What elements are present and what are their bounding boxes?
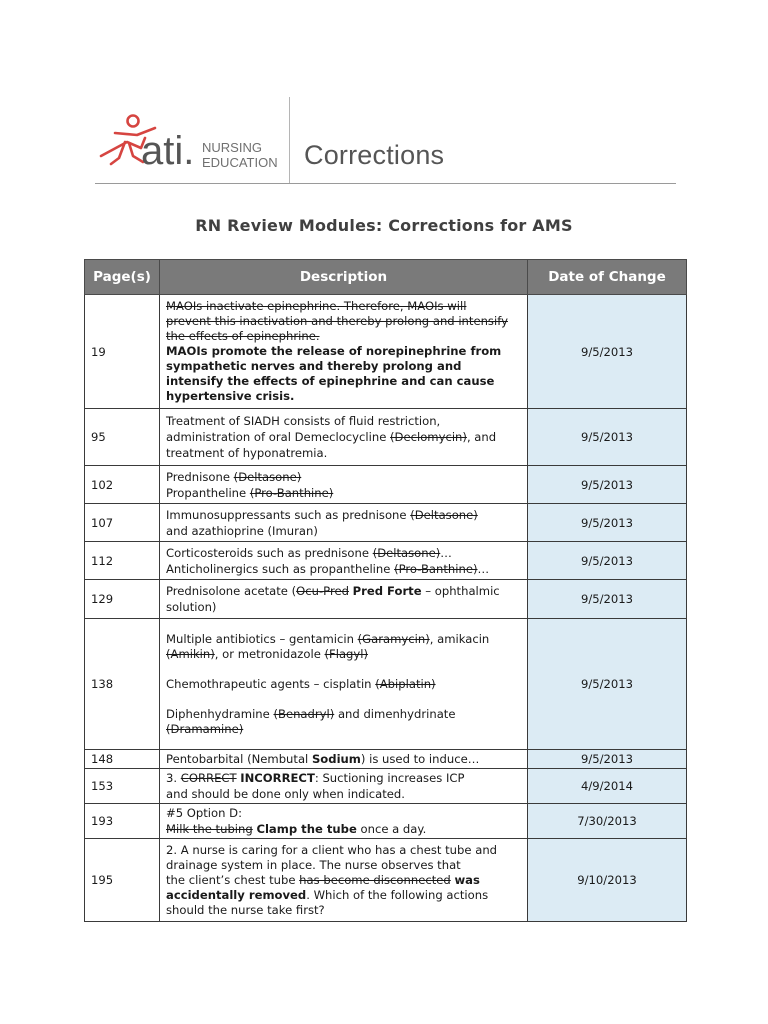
struck-text: (Amikin) [166, 646, 215, 661]
struck-text: (Deltasone) [372, 545, 441, 560]
description-line [166, 722, 521, 737]
corrected-text: hypertensive crisis. [166, 389, 295, 403]
text-segment: 2. A nurse is caring for a client who has a chest tube and [166, 842, 498, 857]
struck-text: CORRECT [180, 771, 237, 785]
table-row [85, 619, 687, 750]
table-row [85, 580, 687, 619]
text-segment: Prednisolone acetate ( [166, 584, 297, 598]
description-line [166, 599, 521, 615]
text-segment: and dimenhydrinate [334, 706, 456, 721]
header-rule [95, 183, 676, 184]
description-cell [160, 504, 528, 542]
description-line [166, 583, 521, 599]
text-segment: Diphenhydramine [166, 706, 274, 721]
text-segment: , amikacin [429, 631, 490, 646]
text-segment: Prednisone [166, 469, 234, 484]
description-line [166, 523, 521, 539]
text-segment: : Suctioning increases ICP [314, 771, 465, 785]
text-segment: should the nurse take first? [166, 902, 325, 917]
description-line [166, 329, 521, 344]
text-segment: and should be done only when indicated. [166, 787, 405, 801]
description-line [166, 445, 521, 461]
text-segment: 3. [166, 771, 181, 785]
description-cell [160, 295, 528, 409]
corrected-text: Sodium [311, 752, 361, 766]
struck-text: (Deltasone) [233, 469, 302, 484]
date-cell: 9/5/2013 [528, 409, 687, 466]
corrected-text: was [454, 872, 480, 887]
text-segment: , and [466, 430, 497, 444]
description-line [166, 561, 521, 577]
description-cell [160, 409, 528, 466]
description-line [166, 344, 521, 359]
corrected-text: Clamp the tube [256, 822, 357, 836]
description-line [166, 314, 521, 329]
struck-text: MAOIs inactivate epinephrine. Therefore, MAOIs will [166, 299, 467, 313]
struck-text: (Flagyl) [324, 646, 369, 661]
description-cell [160, 750, 528, 769]
section-title: Corrections [304, 140, 445, 170]
description-cell [160, 466, 528, 504]
text-segment: treatment of hyponatremia. [166, 446, 328, 460]
description-line [166, 751, 521, 767]
date-cell: 9/5/2013 [528, 295, 687, 409]
struck-text: Ocu-Pred [296, 584, 349, 598]
description-line [166, 632, 521, 647]
struck-text: has become disconnected [299, 872, 451, 887]
description-line [166, 805, 521, 821]
table-row [85, 839, 687, 922]
description-line [166, 299, 521, 314]
description-cell [160, 580, 528, 619]
description-line [166, 821, 521, 837]
description-line [166, 770, 521, 786]
text-segment: Pentobarbital (Nembutal [166, 752, 312, 766]
date-cell: 9/5/2013 [528, 542, 687, 580]
table-header-row [85, 260, 687, 295]
description-line [166, 374, 521, 389]
ati-brand-text: ati. [141, 129, 195, 173]
column-header-date: Date of Change [528, 260, 687, 295]
corrections-table [84, 259, 687, 922]
text-segment: Corticosteroids such as prednisone [166, 545, 373, 560]
text-segment: … [477, 561, 490, 576]
table-row [85, 750, 687, 769]
date-cell: 9/5/2013 [528, 580, 687, 619]
corrected-text: accidentally removed [166, 887, 307, 902]
struck-text: Milk the tubing [166, 822, 253, 836]
column-header-description: Description [160, 260, 528, 295]
corrected-text: Pred Forte [352, 584, 422, 598]
text-segment: Multiple antibiotics – gentamicin [166, 631, 358, 646]
description-line [166, 359, 521, 374]
text-segment: #5 Option D: [166, 806, 242, 820]
ati-logo [97, 112, 287, 174]
page-number-cell: 112 [85, 542, 160, 580]
text-segment: solution) [166, 600, 217, 614]
text-segment: once a day. [356, 822, 427, 836]
table-row [85, 504, 687, 542]
text-segment: Treatment of SIADH consists of fluid restriction, [166, 414, 441, 428]
description-line [166, 843, 521, 858]
text-segment: Immunosuppressants such as prednisone [166, 507, 411, 522]
description-cell [160, 804, 528, 839]
page-number-cell: 193 [85, 804, 160, 839]
corrected-text: intensify the effects of epinephrine and can cause [166, 374, 495, 388]
description-line [166, 786, 521, 802]
description-line [166, 507, 521, 523]
text-segment: Anticholinergics such as propantheline [166, 561, 395, 576]
date-cell: 9/5/2013 [528, 619, 687, 750]
date-cell: 9/5/2013 [528, 504, 687, 542]
description-cell [160, 619, 528, 750]
description-line [166, 677, 521, 692]
date-cell: 9/5/2013 [528, 750, 687, 769]
description-line [166, 888, 521, 903]
page-number-cell: 19 [85, 295, 160, 409]
corrected-text: INCORRECT [240, 771, 315, 785]
page-number-cell: 102 [85, 466, 160, 504]
struck-text: (Benadryl) [273, 706, 335, 721]
ati-sub-line2: EDUCATION [202, 155, 278, 170]
page-number-cell: 129 [85, 580, 160, 619]
table-row [85, 295, 687, 409]
struck-text: (Pro-Banthine) [249, 485, 334, 500]
corrected-text: sympathetic nerves and thereby prolong and [166, 359, 462, 373]
struck-text: (Dramamine) [166, 721, 244, 736]
struck-text: the effects of epinephrine. [166, 329, 320, 343]
struck-text: (Abiplatin) [375, 676, 436, 691]
date-cell: 9/5/2013 [528, 466, 687, 504]
date-cell: 7/30/2013 [528, 804, 687, 839]
table-row [85, 409, 687, 466]
page-number-cell: 195 [85, 839, 160, 922]
ati-sub-line1: NURSING [202, 140, 262, 155]
description-line [166, 429, 521, 445]
text-segment: administration of oral Demeclocycline [166, 430, 391, 444]
description-line [166, 903, 521, 918]
page-title: RN Review Modules: Corrections for AMS [195, 216, 573, 235]
description-line [166, 469, 521, 485]
text-segment: and azathioprine (Imuran) [166, 523, 318, 538]
struck-text: (Declomycin) [390, 430, 467, 444]
description-line [166, 873, 521, 888]
description-line [166, 692, 521, 707]
struck-text: (Pro-Banthine) [394, 561, 478, 576]
struck-text: (Garamycin) [357, 631, 430, 646]
text-segment: … [440, 545, 452, 560]
page-number-cell: 148 [85, 750, 160, 769]
description-line [166, 413, 521, 429]
text-segment: the client’s chest tube [166, 872, 300, 887]
description-cell [160, 542, 528, 580]
text-segment: . Which of the following actions [306, 887, 489, 902]
struck-text: prevent this inactivation and thereby prolong and intensify [166, 314, 508, 328]
table-row [85, 466, 687, 504]
text-segment: Propantheline [166, 485, 250, 500]
description-line [166, 485, 521, 501]
header-divider [289, 97, 290, 183]
page-number-cell: 153 [85, 769, 160, 804]
table-row [85, 769, 687, 804]
table-row [85, 804, 687, 839]
struck-text: (Deltasone) [410, 507, 478, 522]
page-number-cell: 138 [85, 619, 160, 750]
description-cell [160, 769, 528, 804]
column-header-pages: Page(s) [85, 260, 160, 295]
page-number-cell: 107 [85, 504, 160, 542]
description-line [166, 545, 521, 561]
description-line [166, 707, 521, 722]
text-segment: drainage system in place. The nurse observes that [166, 857, 461, 872]
text-segment: , or metronidazole [214, 646, 325, 661]
text-segment: Chemothrapeutic agents – cisplatin [166, 676, 376, 691]
page-number-cell: 95 [85, 409, 160, 466]
date-cell: 9/10/2013 [528, 839, 687, 922]
description-line [166, 389, 521, 404]
corrected-text: MAOIs promote the release of norepinephrine from [166, 344, 502, 358]
text-segment: ) is used to induce… [360, 752, 480, 766]
description-cell [160, 839, 528, 922]
description-line [166, 858, 521, 873]
description-line [166, 647, 521, 662]
table-row [85, 542, 687, 580]
description-line [166, 662, 521, 677]
date-cell: 4/9/2014 [528, 769, 687, 804]
text-segment: – ophthalmic [421, 584, 500, 598]
